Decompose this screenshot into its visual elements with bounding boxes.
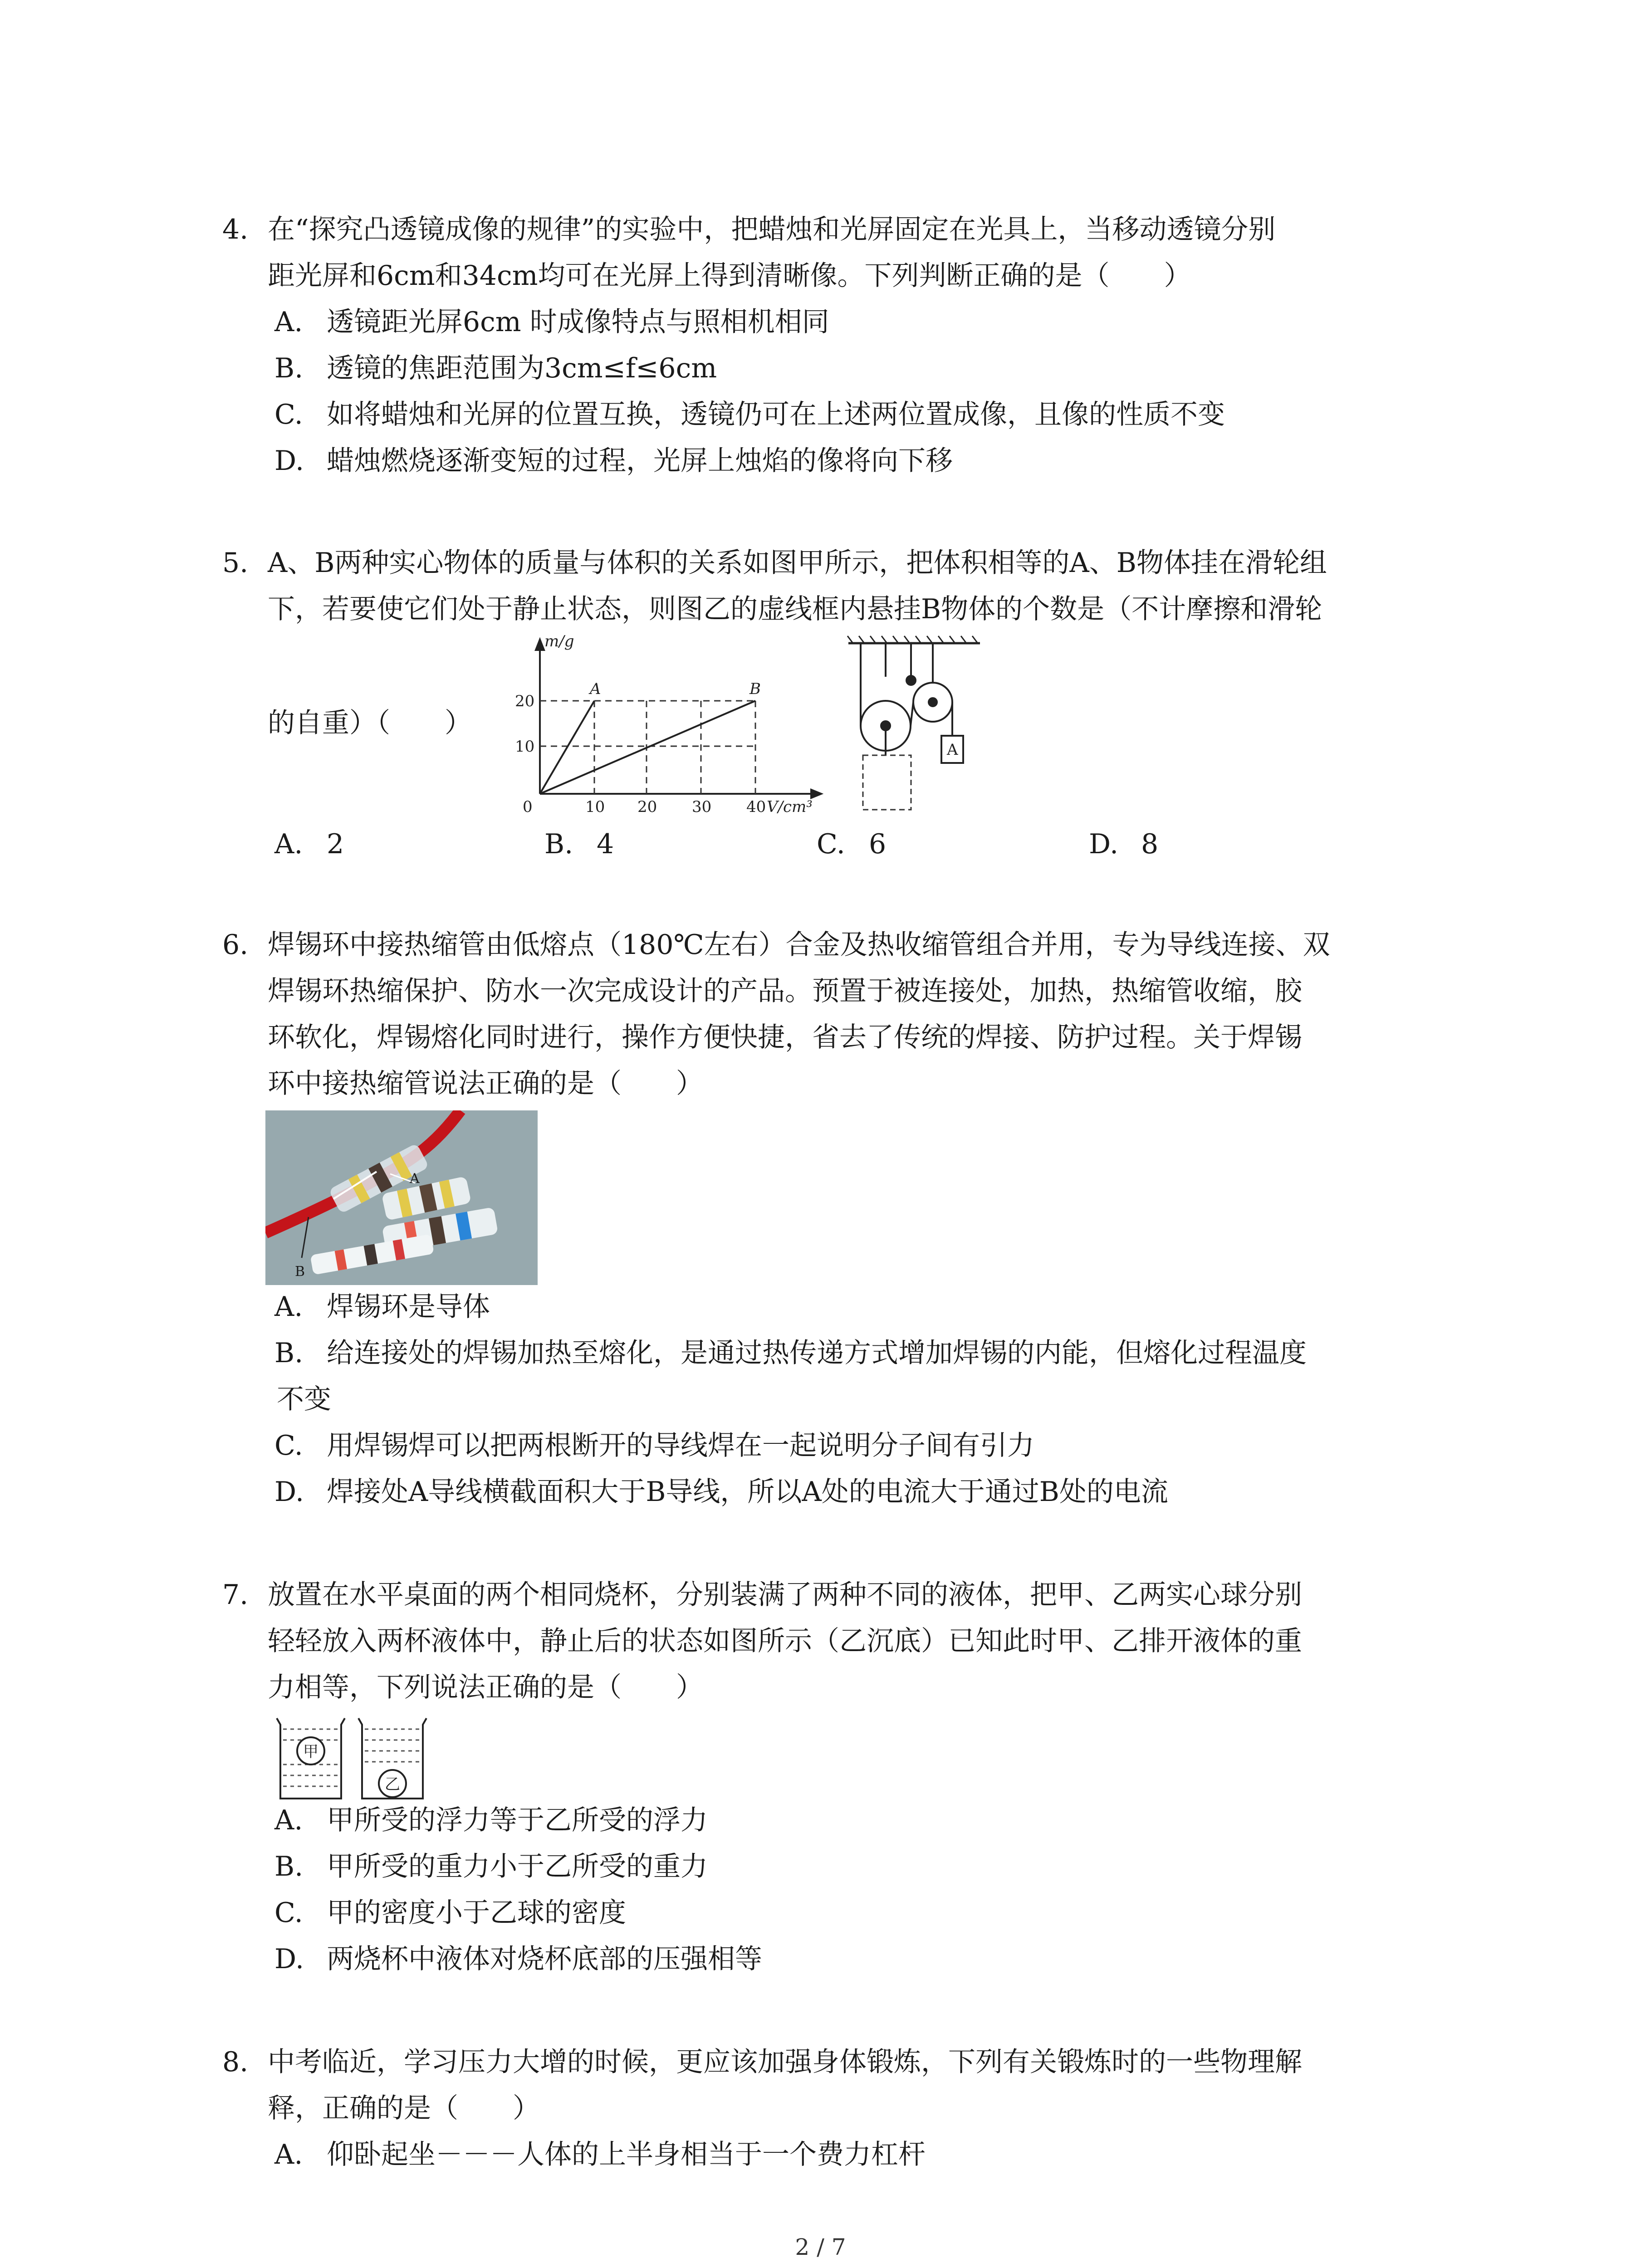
option-b-continuation: 不变 bbox=[277, 1383, 331, 1415]
option-c[interactable]: C. 6 bbox=[817, 828, 887, 860]
mass-volume-graph bbox=[495, 633, 848, 814]
solder-sleeve-photo bbox=[265, 1110, 538, 1285]
origin-label: 0 bbox=[523, 798, 533, 814]
question-text-line: A、B两种实心物体的质量与体积的关系如图甲所示，把体积相等的A、B物体挂在滑轮组 bbox=[268, 547, 1327, 579]
question-text-line: 环中接热缩管说法正确的是（ ） bbox=[268, 1068, 703, 1100]
question-text-line: 释，正确的是（ ） bbox=[268, 2092, 540, 2124]
question-text-line: 力相等，下列说法正确的是（ ） bbox=[268, 1672, 703, 1703]
question-number: 5. bbox=[222, 547, 249, 579]
x-tick: 30 bbox=[692, 798, 712, 814]
x-tick: 40 bbox=[746, 798, 766, 814]
option-c[interactable]: C. 用焊锡焊可以把两根断开的导线焊在一起说明分子间有引力 bbox=[274, 1430, 1034, 1461]
y-axis-label: m/g bbox=[544, 633, 574, 650]
line-b bbox=[540, 701, 755, 794]
ball-yi-label: 乙 bbox=[385, 1775, 400, 1794]
option-a[interactable]: A. 仰卧起坐－－－人体的上半身相当于一个费力杠杆 bbox=[274, 2139, 926, 2170]
block-a-label: A bbox=[947, 741, 958, 759]
option-b[interactable]: B. 透镜的焦距范围为3cm≤f≤6cm bbox=[274, 352, 717, 384]
option-d[interactable]: D. 蜡烛燃烧逐渐变短的过程，光屏上烛焰的像将向下移 bbox=[274, 445, 953, 477]
x-tick: 20 bbox=[637, 798, 657, 814]
y-tick: 20 bbox=[515, 692, 535, 710]
option-b[interactable]: B. 甲所受的重力小于乙所受的重力 bbox=[274, 1851, 708, 1882]
y-tick: 10 bbox=[515, 738, 535, 756]
question-text-line: 的自重）（ ） bbox=[268, 707, 472, 739]
option-c[interactable]: C. 如将蜡烛和光屏的位置互换，透镜仍可在上述两位置成像，且像的性质不变 bbox=[274, 399, 1225, 430]
option-a[interactable]: A. 焊锡环是导体 bbox=[274, 1291, 490, 1323]
question-number: 6. bbox=[222, 929, 249, 961]
question-number: 7. bbox=[222, 1579, 249, 1611]
page-number: 2 / 7 bbox=[795, 2234, 846, 2260]
question-text-line: 距光屏和6cm和34cm均可在光屏上得到清晰像。下列判断正确的是（ ） bbox=[268, 260, 1191, 292]
photo-label-a: A bbox=[410, 1171, 420, 1187]
x-axis-label: V/cm³ bbox=[767, 798, 813, 814]
option-a[interactable]: A. 透镜距光屏6cm 时成像特点与照相机相同 bbox=[274, 306, 829, 338]
option-a[interactable]: A. 2 bbox=[274, 828, 344, 860]
question-number: 8. bbox=[222, 2046, 249, 2078]
option-d[interactable]: D. 8 bbox=[1089, 828, 1159, 860]
question-text-line: 在“探究凸透镜成像的规律”的实验中，把蜡烛和光屏固定在光具上，当移动透镜分别 bbox=[268, 214, 1276, 245]
question-text-line: 轻轻放入两杯液体中，静止后的状态如图所示（乙沉底）已知此时甲、乙排开液体的重 bbox=[268, 1625, 1302, 1657]
option-c[interactable]: C. 甲的密度小于乙球的密度 bbox=[274, 1897, 626, 1929]
question-number: 4. bbox=[222, 214, 249, 245]
photo-label-b: B bbox=[295, 1264, 305, 1280]
question-text-line: 环软化，焊锡熔化同时进行，操作方便快捷，省去了传统的焊接、防护过程。关于焊锡 bbox=[268, 1022, 1302, 1053]
line-b-label: B bbox=[749, 680, 761, 698]
x-tick: 10 bbox=[585, 798, 605, 814]
question-text-line: 放置在水平桌面的两个相同烧杯，分别装满了两种不同的液体，把甲、乙两实心球分别 bbox=[268, 1579, 1302, 1611]
option-a[interactable]: A. 甲所受的浮力等于乙所受的浮力 bbox=[274, 1804, 708, 1836]
question-text-line: 焊锡环热缩保护、防水一次完成设计的产品。预置于被连接处，加热，热缩管收缩，胶 bbox=[268, 975, 1302, 1007]
question-text-line: 中考临近，学习压力大增的时候，更应该加强身体锻炼，下列有关锻炼时的一些物理解 bbox=[268, 2046, 1302, 2078]
pulley-system-figure bbox=[844, 635, 989, 826]
dashed-box bbox=[863, 755, 911, 810]
option-b[interactable]: B. 给连接处的焊锡加热至熔化，是通过热传递方式增加焊锡的内能，但熔化过程温度 bbox=[274, 1337, 1307, 1369]
option-d[interactable]: D. 两烧杯中液体对烧杯底部的压强相等 bbox=[274, 1943, 762, 1975]
question-text-line: 下，若要使它们处于静止状态，则图乙的虚线框内悬挂B物体的个数是（不计摩擦和滑轮 bbox=[268, 593, 1323, 625]
line-a-label: A bbox=[590, 680, 601, 698]
line-a bbox=[540, 701, 594, 794]
ball-jia-label: 甲 bbox=[303, 1743, 318, 1761]
option-b[interactable]: B. 4 bbox=[544, 828, 614, 860]
beakers-figure bbox=[272, 1715, 436, 1805]
option-d[interactable]: D. 焊接处A导线横截面积大于B导线，所以A处的电流大于通过B处的电流 bbox=[274, 1476, 1168, 1508]
question-text-line: 焊锡环中接热缩管由低熔点（180℃左右）合金及热收缩管组合并用，专为导线连接、双 bbox=[268, 929, 1330, 961]
